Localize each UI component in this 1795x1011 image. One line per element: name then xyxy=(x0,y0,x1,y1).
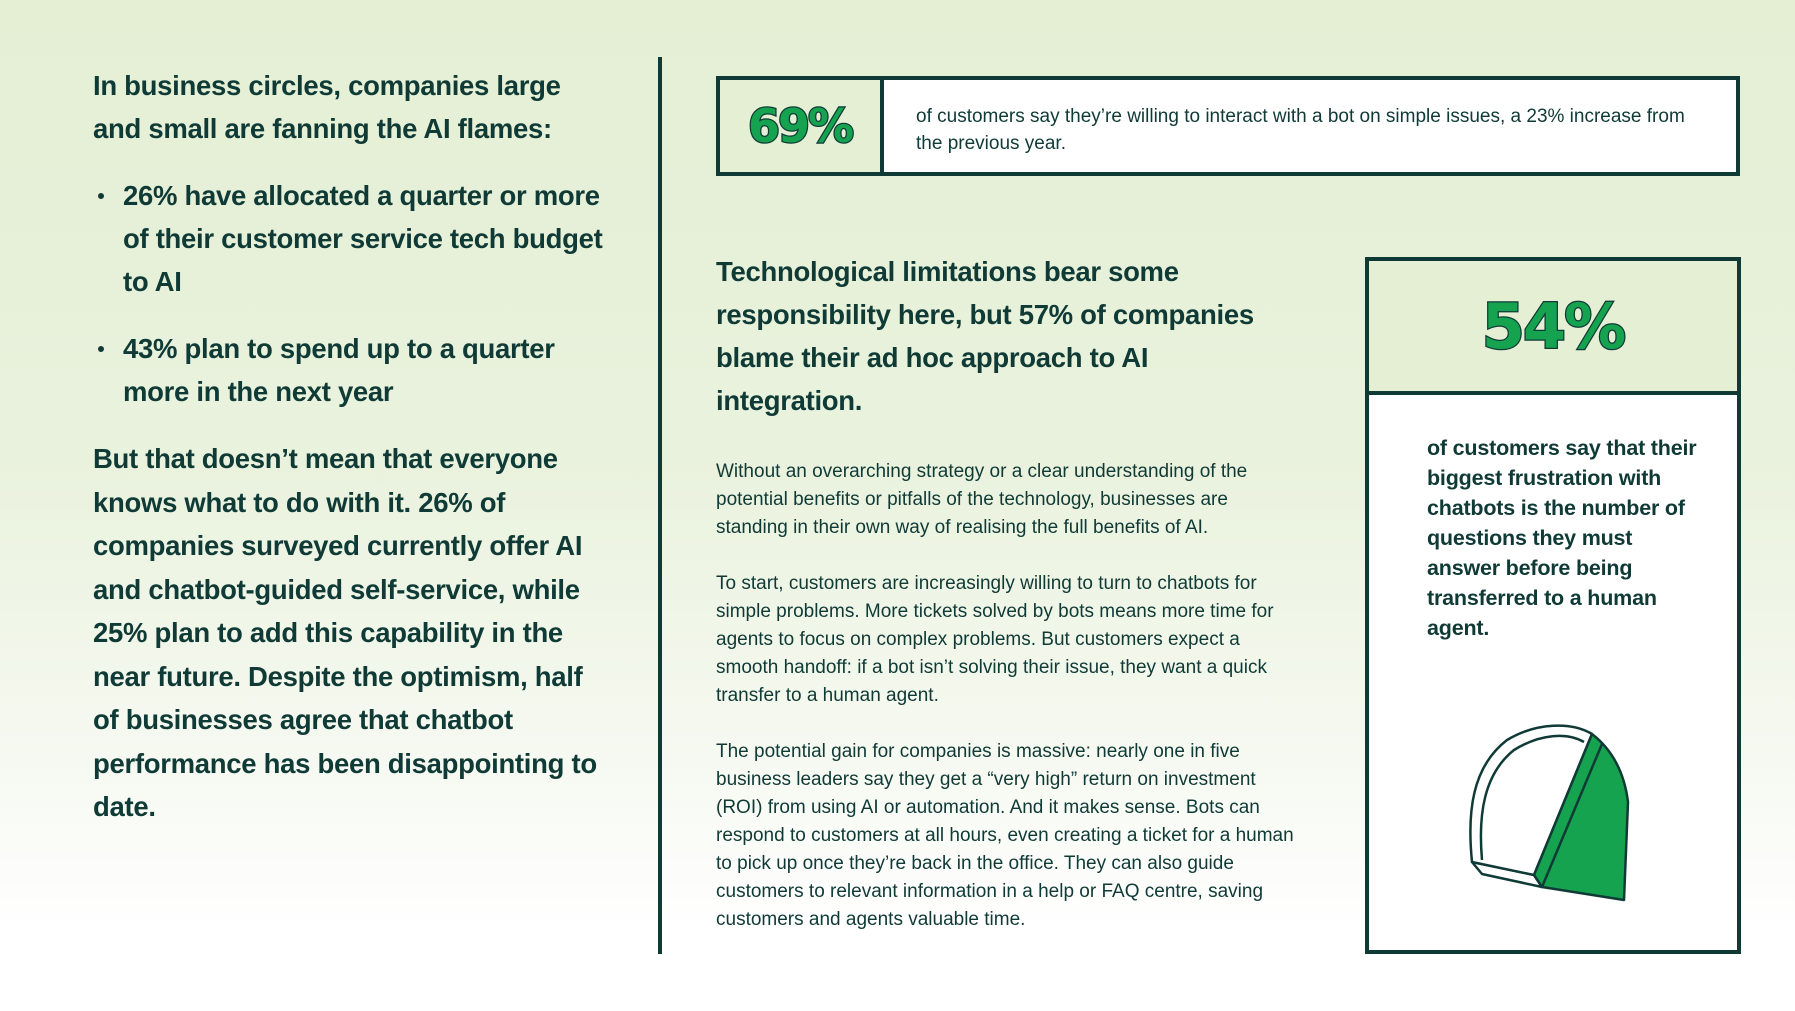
stat-number-cell xyxy=(1369,261,1737,395)
middle-column xyxy=(716,250,1296,962)
stat-description: of customers say they’re willing to interact with a bot on simple issues, a 23% increase from the previous year. xyxy=(916,106,1685,154)
section-heading: Technological limitations bear some responsibility here, but 57% of companies blame their ad hoc approach to AI integration. xyxy=(716,256,1254,416)
body-paragraph: Without an overarching strategy or a clear understanding of the potential benefits or pitfalls of the technology, businesses are standing in their own way of realising the full benefits of AI. xyxy=(716,461,1248,538)
stat-number-cell xyxy=(720,80,884,172)
bullet-item: 26% have allocated a quarter or more of their customer service tech budget to AI xyxy=(123,174,613,303)
stat-number: 69% xyxy=(747,99,853,153)
left-column xyxy=(93,64,613,829)
column-divider xyxy=(658,57,662,954)
stat-callout-69 xyxy=(716,76,1740,176)
bullet-list xyxy=(93,174,613,413)
stat-description: of customers say that their biggest frustration with chatbots is the number of questions they must answer before being transferred to a human agent. xyxy=(1427,436,1697,640)
body-paragraph: The potential gain for companies is massive: nearly one in five business leaders say they get a “very high” return on investment (ROI) from using AI or automation. And it makes sense. Bots can respond to customers at all hours, even creating a ticket for a human to pick up once they’re back in the office. They can also guide customers to relevant information in a help or FAQ centre, saving customers and agents valuable time. xyxy=(716,741,1294,930)
bullet-item: 43% plan to spend up to a quarter more in the next year xyxy=(123,327,613,413)
intro-heading: In business circles, companies large and small are fanning the AI flames: xyxy=(93,70,561,144)
body-paragraph: To start, customers are increasingly willing to turn to chatbots for simple problems. More tickets solved by bots means more time for agents to focus on complex problems. But customers expect a smooth handoff: if a bot isn’t solving their issue, they want a quick transfer to a human agent. xyxy=(716,573,1274,706)
stat-number: 54% xyxy=(1481,289,1625,363)
pie-chart-icon xyxy=(1462,722,1642,912)
left-body-text: But that doesn’t mean that everyone knows what to do with it. 26% of companies surveyed currently offer AI and chatbot-guided self-service, while 25% plan to add this capability in the near future. Despite the optimism, half of businesses agree that chatbot performance has been disappointing to date. xyxy=(93,443,597,822)
